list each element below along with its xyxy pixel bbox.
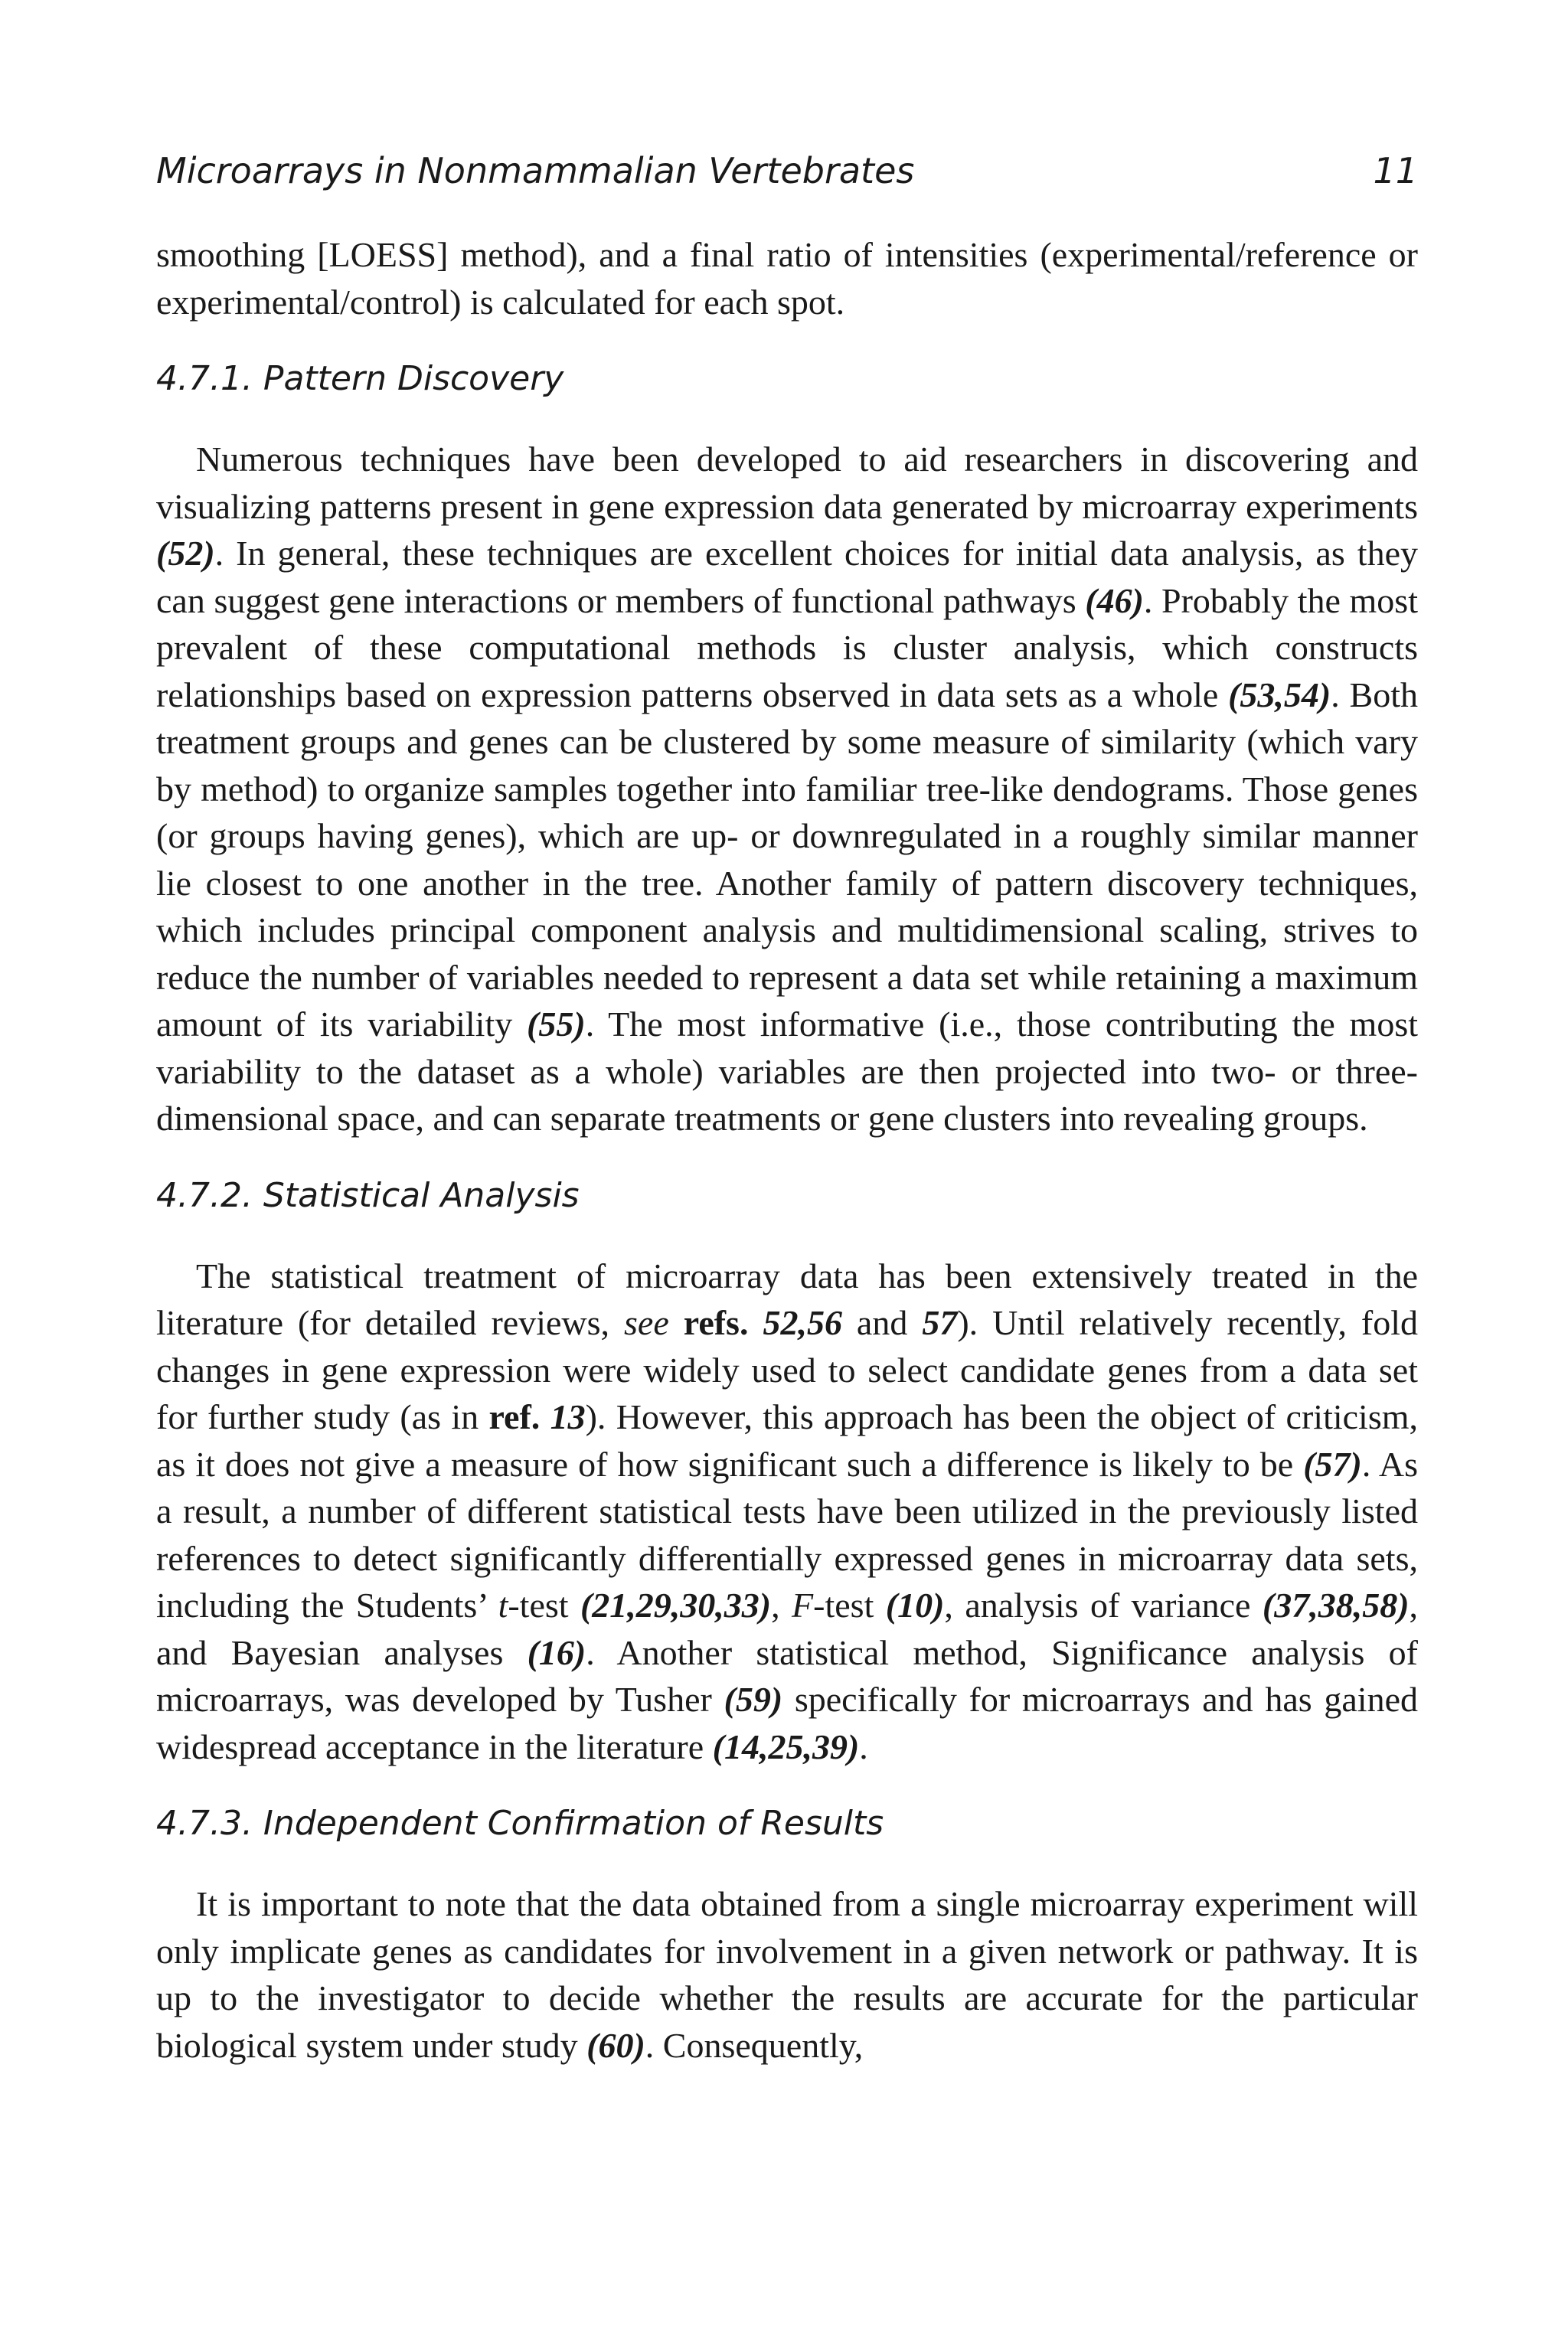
section-heading-pattern-discovery: 4.7.1. Pattern Discovery xyxy=(156,359,564,398)
text-run: . xyxy=(859,1726,868,1766)
text-run: -test xyxy=(508,1586,580,1625)
text-run: . In general, these techniques are excellent choices for initial data analysis, as they can suggest gene interactions or members of functional pathways xyxy=(156,534,1418,620)
text-run: It is important to note that the data obtained from a single microarray experiment will only implicate genes as candidates for involvement in a given network or pathway. It is up to the investigator to decide whether the results are accurate for the particular biological system under study xyxy=(156,1884,1418,2065)
text-run: -test xyxy=(813,1586,886,1625)
citation: (37,38,58) xyxy=(1262,1586,1410,1625)
citation: (16) xyxy=(527,1632,586,1672)
text-run: The statistical treatment of microarray data has been extensively treated in the literature (for detailed reviews, xyxy=(156,1256,1418,1342)
running-head-title: Microarrays in Nonmammalian Vertebrates xyxy=(156,150,915,191)
text-run: . Consequently, xyxy=(645,2025,864,2065)
paragraph-independent-confirmation xyxy=(156,1880,1418,2069)
paragraph-pattern-discovery xyxy=(156,436,1418,1142)
intro-paragraph: smoothing [LOESS] method), and a final ratio of intensities (experimental/reference or experimental/control) is calculated for each spot. xyxy=(156,235,1418,322)
text-run: . Another statistical method, Significance analysis of microarrays, was developed by Tusher xyxy=(156,1632,1418,1719)
citation: 13 xyxy=(550,1397,586,1436)
text-run: , xyxy=(771,1586,792,1625)
text-run: . Both treatment groups and genes can be clustered by some measure of similarity (which vary by method) to organize samples together into familiar tree-like dendograms. Those genes (or groups having genes), which are up- or downregulated in a roughly similar manner lie closest to one another in the tree. Another family of pattern discovery techniques, which includes principal component analysis and multidimensional scaling, strives to reduce the number of variables needed to represent a data set while retaining a maximum amount of its variability xyxy=(156,675,1418,1044)
citation: 57 xyxy=(922,1303,958,1342)
citation: (55) xyxy=(527,1004,586,1044)
text-run: Numerous techniques have been developed to aid researchers in discovering and visualizing patterns present in gene expression data generated by microarray experiments xyxy=(156,439,1418,526)
citation: (59) xyxy=(724,1680,783,1719)
t-variable: t xyxy=(498,1586,508,1625)
text-run: , and Bayesian analyses xyxy=(156,1586,1419,1672)
text-run: specifically for microarrays and has gained widespread acceptance in the literature xyxy=(156,1680,1418,1766)
text-run: . The most informative (i.e., those contributing the most variability to the dataset as a whole) variables are then projected into two- or three-dimensional space, and can separate treatments or gene clusters into revealing groups. xyxy=(156,1004,1419,1138)
text-run: . Probably the most prevalent of these computational methods is cluster analysis, which constructs relationships based on expression patterns observed in data sets as a whole xyxy=(156,580,1418,714)
text-run: and xyxy=(841,1303,923,1342)
citation: (21,29,30,33) xyxy=(580,1586,772,1625)
page xyxy=(156,150,1419,2069)
citation: (46) xyxy=(1085,580,1144,620)
citation: (14,25,39) xyxy=(712,1726,860,1766)
citation: 52,56 xyxy=(763,1303,842,1342)
text-run: . As a result, a number of different statistical tests have been utilized in the previously listed references to detect significantly differentially expressed genes in microarray data sets, including the Students’ xyxy=(156,1444,1419,1625)
citation: (10) xyxy=(885,1586,945,1625)
paragraph-statistical-analysis xyxy=(156,1253,1418,1771)
section-heading-independent-confirmation: 4.7.3. Independent Confirmation of Results xyxy=(156,1804,884,1843)
section-heading-statistical-analysis: 4.7.2. Statistical Analysis xyxy=(156,1175,580,1215)
page-number: 11 xyxy=(1373,150,1418,191)
see-word: see xyxy=(624,1303,669,1342)
citation: (60) xyxy=(586,2025,645,2065)
ref-word: ref. xyxy=(488,1397,541,1436)
running-head xyxy=(156,150,1418,191)
text-run: ). However, this approach has been the object of criticism, as it does not give a measure of how significant such a difference is likely to be xyxy=(156,1397,1419,1484)
citation: (53,54) xyxy=(1228,675,1331,714)
text-run: ). Until relatively recently, fold changes in gene expression were widely used to select candidate genes from a data set for further study (as in xyxy=(156,1303,1419,1436)
text-run: , analysis of variance xyxy=(944,1586,1263,1625)
citation: (52) xyxy=(156,534,215,573)
citation: (57) xyxy=(1303,1444,1362,1484)
refs-word: refs. xyxy=(683,1303,749,1342)
f-variable: F xyxy=(792,1586,814,1625)
